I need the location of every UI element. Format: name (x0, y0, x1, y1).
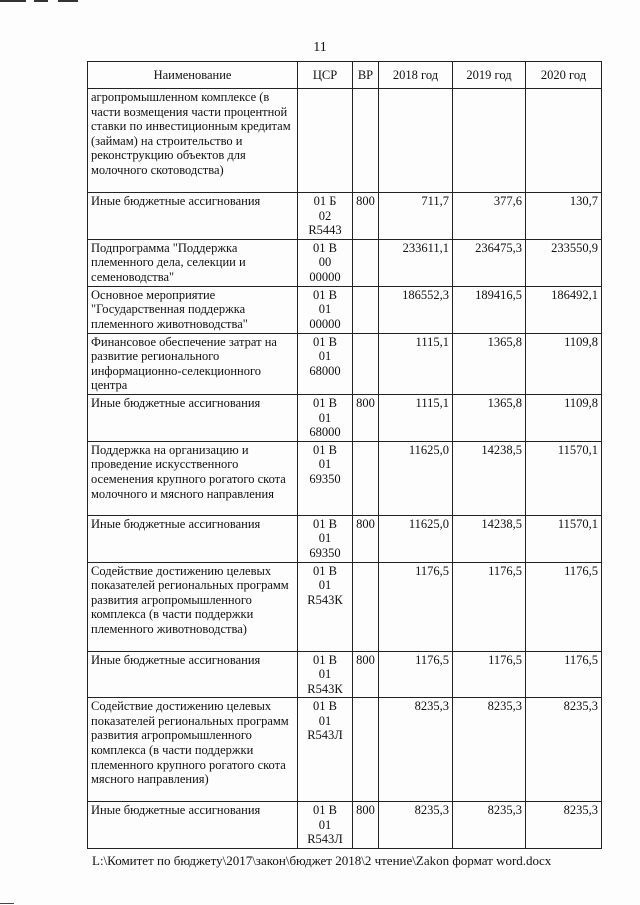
row-amount-2020: 8235,3 (526, 698, 602, 802)
table-row (88, 333, 602, 394)
csr-code-part: 69350 (309, 471, 341, 486)
row-vr-cell (353, 333, 379, 394)
csr-code-part: R543Л (307, 832, 343, 847)
row-csr-cell (298, 286, 353, 333)
csr-code-part: 01 (318, 578, 332, 593)
csr-code-part: 01 (318, 457, 332, 472)
csr-code-part: 69350 (309, 545, 341, 560)
row-csr-cell (298, 441, 353, 515)
csr-code-part: 02 (318, 208, 332, 223)
row-amount-2018: 11625,0 (379, 515, 453, 562)
row-amount-2019: 1176,5 (453, 562, 526, 651)
header-2019: 2019 год (453, 62, 526, 89)
row-amount-2018: 233611,1 (379, 239, 453, 286)
csr-code-part: 68000 (309, 425, 341, 440)
row-csr-cell (298, 562, 353, 651)
row-csr-cell (298, 239, 353, 286)
row-amount-2018: 8235,3 (379, 698, 453, 802)
table-row (88, 562, 602, 651)
row-vr-cell: 800 (353, 651, 379, 698)
row-amount-2018: 186552,3 (379, 286, 453, 333)
row-csr-cell (298, 515, 353, 562)
row-amount-2020: 186492,1 (526, 286, 602, 333)
csr-code-part: R543Л (307, 728, 343, 743)
row-amount-2018: 1115,1 (379, 333, 453, 394)
row-amount-2020: 11570,1 (526, 441, 602, 515)
csr-code-part: 01 (318, 667, 332, 682)
table-row (88, 802, 602, 849)
csr-code-part: 01 В (313, 240, 337, 255)
row-amount-2020: 1176,5 (526, 562, 602, 651)
csr-code-part: 01 (318, 410, 332, 425)
row-name-cell: Иные бюджетные ассигнования (88, 394, 298, 441)
row-csr-cell (298, 698, 353, 802)
row-amount-2019: 1365,8 (453, 333, 526, 394)
row-amount-2018 (379, 89, 453, 193)
row-vr-cell (353, 239, 379, 286)
row-vr-cell (353, 441, 379, 515)
row-amount-2020: 233550,9 (526, 239, 602, 286)
table-header-row (88, 62, 602, 89)
row-amount-2018: 1115,1 (379, 394, 453, 441)
row-vr-cell (353, 286, 379, 333)
header-vr: ВР (353, 62, 379, 89)
row-amount-2020 (526, 89, 602, 193)
row-amount-2018: 1176,5 (379, 562, 453, 651)
csr-code-part: 68000 (309, 363, 341, 378)
csr-code-part: 01 В (313, 652, 337, 667)
csr-code-part: 00000 (309, 269, 341, 284)
table-row (88, 89, 602, 193)
row-amount-2019: 8235,3 (453, 802, 526, 849)
row-name-cell: Иные бюджетные ассигнования (88, 515, 298, 562)
csr-code-part: 01 В (313, 516, 337, 531)
row-name-cell: Иные бюджетные ассигнования (88, 193, 298, 240)
row-vr-cell: 800 (353, 193, 379, 240)
row-vr-cell (353, 698, 379, 802)
row-amount-2019: 377,6 (453, 193, 526, 240)
row-amount-2019: 236475,3 (453, 239, 526, 286)
scan-edge-top (0, 0, 640, 3)
row-csr-cell (298, 802, 353, 849)
csr-code-part: 01 В (313, 395, 337, 410)
row-csr-cell (298, 651, 353, 698)
row-csr-cell (298, 394, 353, 441)
csr-code-part: 01 (318, 817, 332, 832)
table-row (88, 193, 602, 240)
row-name-cell: Иные бюджетные ассигнования (88, 802, 298, 849)
row-csr-cell (298, 193, 353, 240)
row-amount-2019: 8235,3 (453, 698, 526, 802)
row-vr-cell (353, 562, 379, 651)
row-amount-2019: 189416,5 (453, 286, 526, 333)
csr-code-part: 01 В (313, 334, 337, 349)
table-row (88, 239, 602, 286)
table-row (88, 441, 602, 515)
csr-code-part: 00 (318, 255, 332, 270)
file-path-footer: L:\Комитет по бюджету\2017\закон\бюджет 2018\2 чтение\Zakon формат word.docx (92, 853, 552, 868)
row-name-cell: Подпрограмма "Поддержка племенного дела, селекции и семеноводства" (88, 239, 298, 286)
row-amount-2019: 14238,5 (453, 515, 526, 562)
row-amount-2019 (453, 89, 526, 193)
table-row (88, 698, 602, 802)
row-amount-2018: 8235,3 (379, 802, 453, 849)
row-amount-2018: 711,7 (379, 193, 453, 240)
header-csr: ЦСР (298, 62, 353, 89)
csr-code-part: 01 Б (313, 194, 337, 208)
row-csr-cell (298, 89, 353, 193)
row-name-cell: агропромышленном комплексе (в части возмещения части процентной ставки по инвестиционным кредитам (займам) на строительство и реконструкцию объектов для молочного скотоводства) (88, 89, 298, 193)
budget-table (87, 61, 602, 849)
row-name-cell: Основное мероприятие "Государственная поддержка племенного животноводства" (88, 286, 298, 333)
table-row (88, 286, 602, 333)
row-amount-2020: 1109,8 (526, 333, 602, 394)
row-vr-cell (353, 89, 379, 193)
row-amount-2019: 1176,5 (453, 651, 526, 698)
csr-code-part: 01 (318, 302, 332, 317)
table-row (88, 515, 602, 562)
row-amount-2020: 11570,1 (526, 515, 602, 562)
header-2018: 2018 год (379, 62, 453, 89)
row-name-cell: Финансовое обеспечение затрат на развитие регионального информационно-селекционного центра (88, 333, 298, 394)
row-vr-cell: 800 (353, 515, 379, 562)
csr-code-part: 01 В (313, 699, 337, 714)
csr-code-part: 01 В (313, 563, 337, 578)
csr-code-part: 01 (318, 349, 332, 364)
row-amount-2020: 1109,8 (526, 394, 602, 441)
row-amount-2018: 11625,0 (379, 441, 453, 515)
header-name: Наименование (88, 62, 298, 89)
row-vr-cell: 800 (353, 394, 379, 441)
row-amount-2020: 1176,5 (526, 651, 602, 698)
csr-code-part: R543К (307, 681, 343, 696)
row-amount-2019: 1365,8 (453, 394, 526, 441)
csr-code-part: 01 В (313, 803, 337, 818)
table-row (88, 651, 602, 698)
header-2020: 2020 год (526, 62, 602, 89)
csr-code-part: R543К (307, 592, 343, 607)
row-amount-2020: 8235,3 (526, 802, 602, 849)
csr-code-part: 01 (318, 531, 332, 546)
row-csr-cell (298, 333, 353, 394)
table-row (88, 394, 602, 441)
row-amount-2018: 1176,5 (379, 651, 453, 698)
row-amount-2019: 14238,5 (453, 441, 526, 515)
csr-code-part: 01 (318, 713, 332, 728)
csr-code-part: R5443 (308, 223, 342, 238)
row-amount-2020: 130,7 (526, 193, 602, 240)
row-vr-cell: 800 (353, 802, 379, 849)
csr-code-part: 01 В (313, 287, 337, 302)
page-number: 11 (313, 40, 327, 55)
row-name-cell: Содействие достижению целевых показателей региональных программ развития агропромышленного комплекса (в части поддержки племенного животноводства) (88, 562, 298, 651)
row-name-cell: Иные бюджетные ассигнования (88, 651, 298, 698)
csr-code-part: 00000 (309, 316, 341, 331)
csr-code-part: 01 В (313, 442, 337, 457)
row-name-cell: Содействие достижению целевых показателей региональных программ развития агропромышленного комплекса (в части поддержки племенного крупного рогатого скота мясного направления) (88, 698, 298, 802)
row-name-cell: Поддержка на организацию и проведение искусственного осеменения крупного рогатого скота молочного и мясного направления (88, 441, 298, 515)
table-body (88, 89, 602, 849)
